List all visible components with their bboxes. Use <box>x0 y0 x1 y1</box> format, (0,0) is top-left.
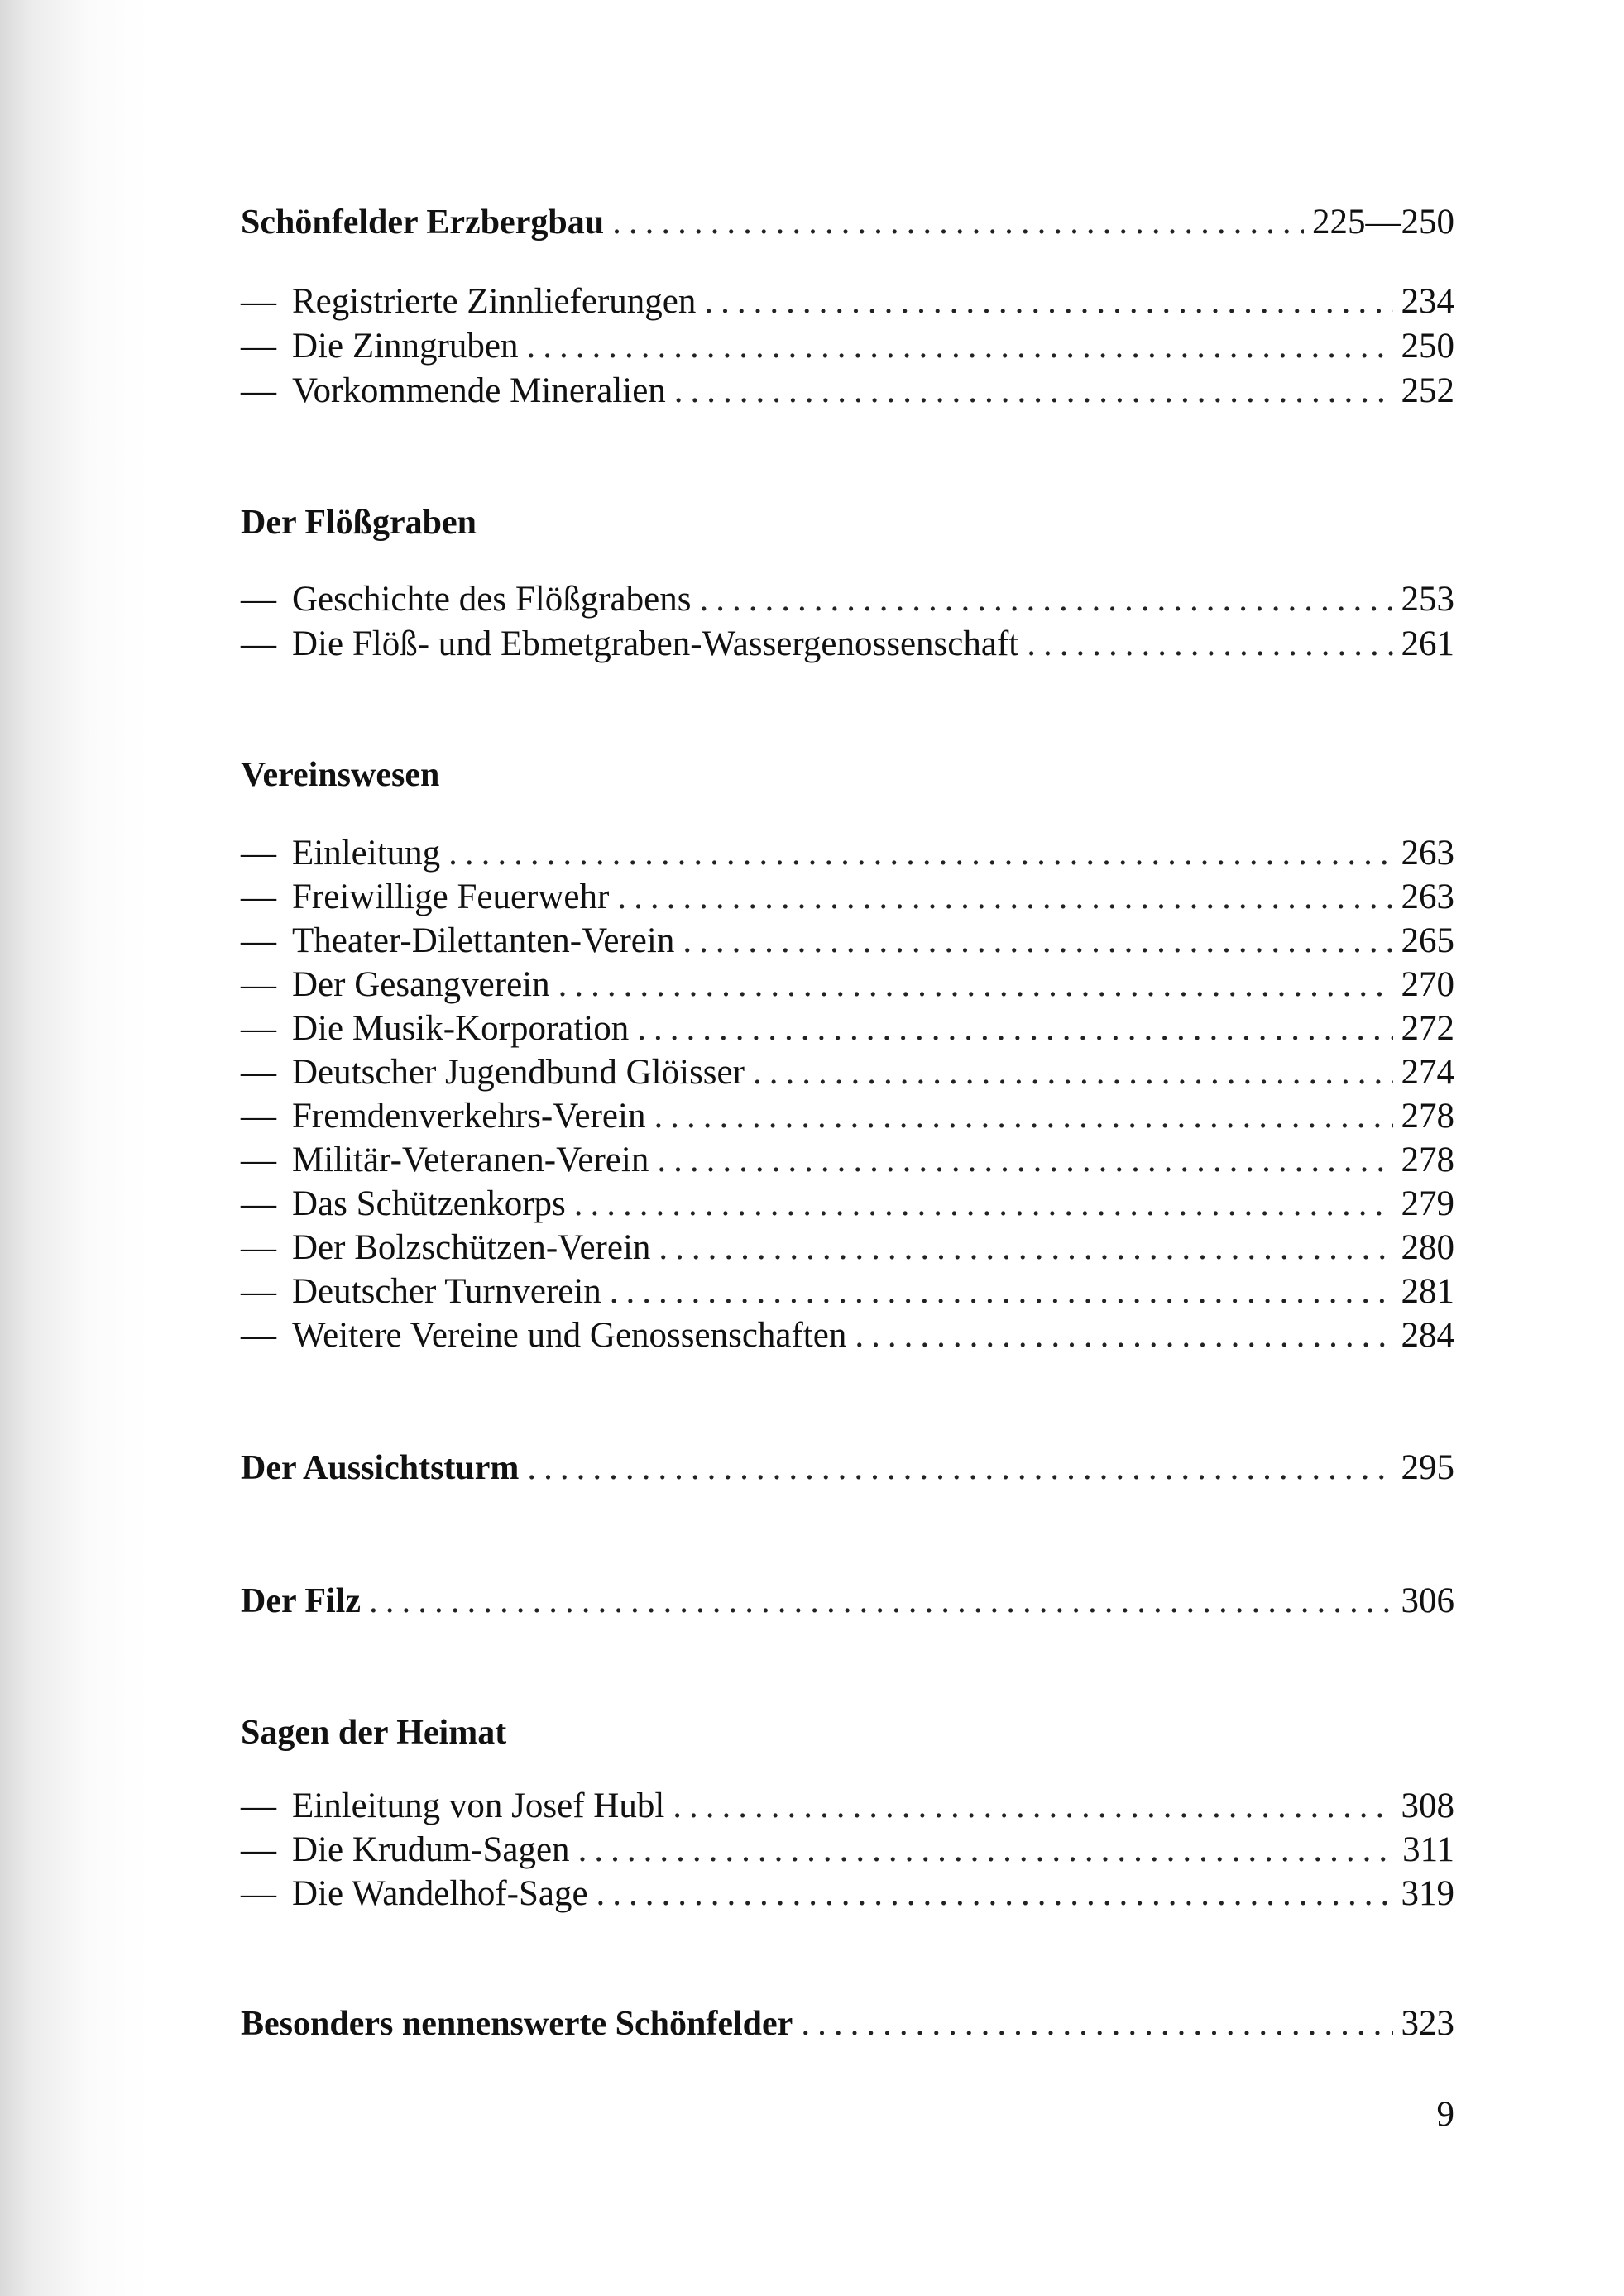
toc-entry <box>241 1094 1454 1139</box>
entry-label: Das Schützenkorps <box>292 1184 566 1223</box>
entry-dash: — <box>241 580 276 619</box>
dot-leader <box>527 1446 1392 1490</box>
entry-dash: — <box>241 1272 276 1311</box>
section-title: Besonders nennenswerte Schönfelder <box>241 2005 793 2043</box>
entry-dash: — <box>241 965 276 1004</box>
dot-leader <box>574 1182 1393 1227</box>
entry-dash: — <box>241 1787 276 1825</box>
dot-leader <box>526 324 1392 369</box>
entry-label: Registrierte Zinnlieferungen <box>292 282 697 321</box>
dot-leader <box>596 1872 1393 1916</box>
entry-label: Weitere Vereine und Genossenschaften <box>292 1316 847 1355</box>
entry-dash: — <box>241 1184 276 1223</box>
page-number: 278 <box>1401 1141 1454 1179</box>
entry-dash: — <box>241 1097 276 1136</box>
page-number: 252 <box>1401 371 1454 410</box>
entry-label: Die Krudum-Sagen <box>292 1830 570 1869</box>
toc-section-aussichtsturm <box>241 1446 1454 1490</box>
dot-leader <box>855 1313 1392 1358</box>
entry-label: Geschichte des Flößgrabens <box>292 580 692 619</box>
dot-leader <box>659 1226 1392 1270</box>
entry-label: Militär-Veteranen-Verein <box>292 1141 649 1179</box>
page-number: 311 <box>1402 1830 1454 1869</box>
dot-leader <box>704 280 1392 324</box>
toc-section-nennenswerte <box>241 2002 1454 2046</box>
toc-entry <box>241 280 1454 324</box>
entry-dash: — <box>241 1830 276 1869</box>
page-number: 279 <box>1401 1184 1454 1223</box>
toc-entry <box>241 1182 1454 1227</box>
entry-dash: — <box>241 1053 276 1092</box>
page-number: 270 <box>1401 965 1454 1004</box>
entry-dash: — <box>241 1874 276 1913</box>
page-number: 234 <box>1401 282 1454 321</box>
toc-entry <box>241 875 1454 920</box>
toc-entry <box>241 324 1454 369</box>
dot-leader <box>612 200 1304 245</box>
toc-entry <box>241 1270 1454 1314</box>
dot-leader <box>674 369 1393 414</box>
page-number: 319 <box>1401 1874 1454 1913</box>
entry-dash: — <box>241 878 276 916</box>
entry-dash: — <box>241 921 276 960</box>
entry-label: Theater-Dilettanten-Verein <box>292 921 675 960</box>
toc-section-erzbergbau <box>241 200 1454 245</box>
toc-section-filz <box>241 1579 1454 1624</box>
section-title: Der Aussichtsturm <box>241 1449 520 1487</box>
entry-dash: — <box>241 1009 276 1048</box>
toc-entry <box>241 1007 1454 1051</box>
entry-label: Einleitung von Josef Hubl <box>292 1787 665 1825</box>
page-number: 278 <box>1401 1097 1454 1136</box>
toc-entry <box>241 1226 1454 1270</box>
toc-entry <box>241 369 1454 414</box>
dot-leader <box>753 1050 1393 1095</box>
page-number: 281 <box>1401 1272 1454 1311</box>
toc-entry <box>241 1313 1454 1358</box>
toc-entry <box>241 919 1454 964</box>
page-number: 323 <box>1401 2004 1454 2043</box>
entry-label: Freiwillige Feuerwehr <box>292 878 610 916</box>
folio-page-number: 9 <box>1436 2095 1454 2134</box>
entry-label: Deutscher Turnverein <box>292 1272 601 1311</box>
toc-entry <box>241 831 1454 876</box>
dot-leader <box>801 2002 1392 2046</box>
entry-label: Die Wandelhof-Sage <box>292 1874 588 1913</box>
entry-label: Fremdenverkehrs-Verein <box>292 1097 646 1136</box>
toc-entry <box>241 577 1454 622</box>
page-number: 265 <box>1401 921 1454 960</box>
entry-dash: — <box>241 834 276 873</box>
page-number: 308 <box>1401 1787 1454 1825</box>
toc-entry <box>241 1872 1454 1916</box>
page-number: 225—250 <box>1312 203 1454 242</box>
page-number: 280 <box>1401 1228 1454 1267</box>
section-title: Der Filz <box>241 1582 361 1620</box>
toc-entry <box>241 1784 1454 1829</box>
dot-leader <box>683 919 1392 964</box>
entry-label: Vorkommende Mineralien <box>292 371 666 410</box>
entry-dash: — <box>241 1316 276 1355</box>
page-number: 274 <box>1401 1053 1454 1092</box>
dot-leader <box>578 1828 1395 1873</box>
entry-dash: — <box>241 1228 276 1267</box>
toc-entry <box>241 963 1454 1007</box>
dot-leader <box>637 1007 1392 1051</box>
dot-leader <box>673 1784 1392 1829</box>
entry-label: Die Flöß- und Ebmetgraben-Wassergenossenschaft <box>292 624 1019 663</box>
dot-leader <box>448 831 1392 876</box>
entry-label: Die Zinngruben <box>292 327 519 366</box>
dot-leader <box>1027 622 1392 667</box>
dot-leader <box>699 577 1392 622</box>
page-number: 250 <box>1401 327 1454 366</box>
page-number: 253 <box>1401 580 1454 619</box>
dot-leader <box>617 875 1392 920</box>
toc-entry <box>241 622 1454 667</box>
page-number: 263 <box>1401 878 1454 916</box>
page-number: 261 <box>1401 624 1454 663</box>
section-title: Vereinswesen <box>241 756 440 794</box>
section-title: Der Flößgraben <box>241 504 477 542</box>
entry-label: Der Bolzschützen-Verein <box>292 1228 651 1267</box>
toc-entry <box>241 1828 1454 1873</box>
page-number: 306 <box>1401 1581 1454 1620</box>
entry-dash: — <box>241 371 276 410</box>
page-number: 272 <box>1401 1009 1454 1048</box>
entry-dash: — <box>241 1141 276 1179</box>
dot-leader <box>654 1094 1392 1139</box>
toc-entry <box>241 1138 1454 1183</box>
section-title: Schönfelder Erzbergbau <box>241 203 605 242</box>
entry-dash: — <box>241 624 276 663</box>
entry-dash: — <box>241 282 276 321</box>
entry-label: Die Musik-Korporation <box>292 1009 630 1048</box>
entry-label: Deutscher Jugendbund Glöisser <box>292 1053 745 1092</box>
dot-leader <box>558 963 1393 1007</box>
section-title: Sagen der Heimat <box>241 1714 507 1752</box>
page-number: 295 <box>1401 1448 1454 1487</box>
entry-label: Einleitung <box>292 834 441 873</box>
dot-leader <box>657 1138 1392 1183</box>
entry-dash: — <box>241 327 276 366</box>
entry-label: Der Gesangverein <box>292 965 550 1004</box>
page-number: 263 <box>1401 834 1454 873</box>
page-number: 284 <box>1401 1316 1454 1355</box>
toc-entry <box>241 1050 1454 1095</box>
dot-leader <box>610 1270 1393 1314</box>
dot-leader <box>369 1579 1393 1624</box>
